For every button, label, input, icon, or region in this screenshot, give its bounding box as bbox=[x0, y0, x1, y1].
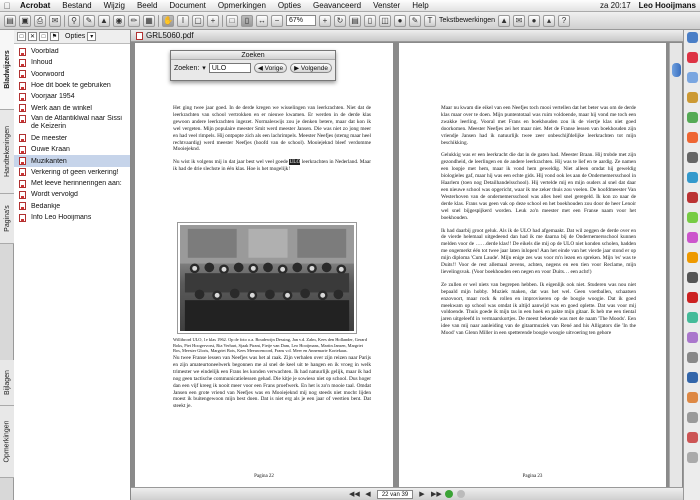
tab-signatures-label: Handtekeningen bbox=[3, 126, 11, 177]
bookmark-label: Met leeve herinneringen aan: bbox=[31, 180, 122, 188]
new-bookmark-icon[interactable]: □ bbox=[17, 32, 26, 41]
bookmark-label: Verkering of geen verkering! bbox=[31, 168, 119, 176]
bookmark-item[interactable] bbox=[14, 189, 130, 200]
bookmark-item[interactable] bbox=[14, 80, 130, 91]
bookmark-item[interactable] bbox=[14, 102, 130, 113]
page-number-field[interactable]: 22 van 39 bbox=[377, 490, 413, 499]
bookmark-item[interactable] bbox=[14, 212, 130, 223]
pdf-page-icon bbox=[19, 157, 26, 165]
app-icon[interactable] bbox=[687, 172, 698, 183]
options-button[interactable]: Opties bbox=[65, 33, 86, 40]
page-text bbox=[441, 105, 636, 343]
bookmark-label: Van de Atlantiklwal naar Sissi de Keizerin bbox=[31, 114, 122, 130]
app-icon[interactable] bbox=[687, 292, 698, 303]
bookmark-label: De meester bbox=[31, 134, 68, 142]
app-icon[interactable] bbox=[687, 392, 698, 403]
app-icon[interactable] bbox=[687, 72, 698, 83]
menu-document[interactable]: Document bbox=[169, 1, 206, 10]
menu-geavanceerd[interactable]: Geavanceerd bbox=[313, 1, 362, 10]
app-icon[interactable] bbox=[687, 192, 698, 203]
find-row bbox=[171, 60, 335, 76]
app-icon[interactable] bbox=[687, 252, 698, 263]
toolbar-separator bbox=[222, 15, 223, 27]
document-window bbox=[131, 30, 683, 500]
page-number: Pagina 22 bbox=[254, 474, 274, 479]
save-icon[interactable]: ▣ bbox=[19, 15, 31, 27]
menu-bestand[interactable]: Bestand bbox=[62, 1, 92, 10]
paragraph: Maar nu kwam die eikel van een Neefjes toch mooi vertellen dat het beter was om de derde klas maar over te doen. Mijn puntentotaal was ruim voldoende, maar hij vond me toch een zwakke leerling. Vooral met Frans en boekhouden zou ik de viertje klas niet goed doorkomen. Meester Neefjes zei het maar niet. Met de Franse lessen van boekhouden zijn vriendje Jansen had ik natuurlijk twee zeer onbeschijfdelijke leerkrachten tot mijn beschikking. bbox=[441, 105, 636, 146]
app-icon[interactable] bbox=[687, 412, 698, 423]
chevron-down-icon[interactable]: ▾ bbox=[202, 65, 206, 72]
shape-icon[interactable]: ● bbox=[528, 15, 540, 27]
search-highlight: ULO bbox=[289, 159, 301, 166]
bookmark-label: Muzikanten bbox=[31, 157, 67, 165]
paragraph: Gelukkig was er een leerkracht die dat in de gaten had. Meester Braan. Hij trobde met zijn gezondheid, de leerlingen en de andere leerkrachten. Hij was te lief en te aardig. Ze namen een loopje met hem, maar ik vond hem geweldig. Niet alleen omdat hij geweldig biologieles gaf, maar hij was een echte gids. Hij vond ook les aan de Ondernemersschool in Haarlem (toen nog Detailhandelsschool). Hij vertelde mij en mijn ouders al snel dat daar een nieuwe school was opgericht, waar ik me zeker thuis zou voelen. De hoofdmeester Van Westerhoven van de ondernemersschool was alles heel snel geregeld. Ik kon zo naar de derde klas. Frans was geen vak op deze school en het boekhouden zou door de heer Lenoir wel snel bijgespijkerd worden. Leuk zo'n meester met een Franse naam voor het boekhouden. bbox=[441, 152, 636, 221]
bookmark-item-selected[interactable] bbox=[14, 155, 130, 166]
bookmark-label: Wordt vervolgd bbox=[31, 191, 78, 199]
menu-app[interactable]: Acrobat bbox=[20, 1, 51, 10]
toolbar-separator bbox=[158, 15, 159, 27]
page-22[interactable] bbox=[135, 43, 393, 487]
bookmark-item[interactable] bbox=[14, 178, 130, 189]
create-pdf-icon[interactable]: ▲ bbox=[98, 15, 110, 27]
tab-comments-label: Opmerkingen bbox=[3, 420, 11, 463]
app-icon[interactable] bbox=[687, 132, 698, 143]
bookmark-tag-icon[interactable]: ⚑ bbox=[51, 34, 58, 40]
bookmark-label: Ouwe Kraan bbox=[31, 146, 70, 154]
photo-caption: Willibrord ULO, 1e klas 1962. Op de foto o.a. Boudewijn Dessing, Jan v.d. Zalm, Kees den Hollander, Gerard Boks, Piet Hoogervorst, Ria Verhart, Sjaak Pirant, Fietje van Dam, Leo Hooijmans, Martin Jansen, Margriet Bos, Meester Gloris, Margriet Bots, Kees Meeuwenoord, Frans v.d. Meer en Annemarie Kortekaas. bbox=[173, 337, 367, 354]
page-text bbox=[173, 105, 371, 179]
find-dialog bbox=[170, 50, 336, 81]
tab-attachments[interactable] bbox=[0, 360, 14, 406]
bookmark-item[interactable] bbox=[14, 91, 130, 102]
page-text bbox=[173, 355, 371, 416]
paragraph-text: leerkrachten in Nederland. Maar ik had de drie slechste in één klas. Hoe is het mogelijk! bbox=[173, 159, 371, 173]
vertical-scrollbar[interactable] bbox=[669, 43, 682, 487]
page-23[interactable] bbox=[399, 43, 666, 487]
menu-wijzig[interactable]: Wijzig bbox=[103, 1, 125, 10]
pdf-page-icon bbox=[19, 214, 26, 222]
bookmark-item[interactable] bbox=[14, 144, 130, 155]
bookmark-item[interactable] bbox=[14, 201, 130, 212]
print-icon[interactable]: ⎙ bbox=[34, 15, 46, 27]
zoom-field[interactable]: 67% bbox=[286, 15, 316, 26]
tab-pages[interactable] bbox=[0, 194, 14, 244]
pdf-page-icon bbox=[19, 70, 26, 78]
pdf-page-icon bbox=[19, 146, 26, 154]
next-page-icon[interactable]: ▶ bbox=[419, 490, 425, 498]
class-photo bbox=[178, 223, 356, 333]
bookmark-label: Hoe dit boek te gebruiken bbox=[31, 82, 111, 90]
bookmark-label: Voorblad bbox=[31, 48, 59, 56]
bookmark-item[interactable] bbox=[14, 57, 130, 68]
page-number: Pagina 23 bbox=[522, 474, 543, 479]
pdf-page-icon bbox=[19, 202, 26, 210]
paragraph: Nu twee Franse lessen van Neefjes was het al raak. Zijn verhalen over zijn reizen naar Parijs en zijn amateurtoneelwerk begonnen me al snel de keel uit te hangen en ik vroeg in welk trimester we eindelijk een Frans les konden verwachten. Ik had natuurlijk gelijk, maar ik had nog geen tactische communicatielessen gehad. Die kitje je sowieso niet op school. Dus hoger dan een vijf kreeg ik nooit meer voor een Frans proefwerk. En het is zo'n mooie taal. Omdat Jansen een grote vriend van Neefjes was en Mooiejeknd mij nog steeds niet mocht lijden moest ik buitengewoon mijn best doen. Dat is niet erg als je een jaar of veertien bent. Dat steekt je. bbox=[173, 355, 371, 410]
fit-width-icon[interactable]: ↔ bbox=[258, 16, 266, 25]
menu-help[interactable]: Help bbox=[412, 1, 429, 10]
tab-attachments-label: Bijlagen bbox=[3, 370, 11, 395]
pdf-page-icon bbox=[19, 104, 26, 112]
note-icon[interactable]: ✎ bbox=[409, 15, 421, 27]
paragraph: Ze zullen er wel niets van begrepen hebben. Ik eigenlijk ook niet. Studeren was nou niet bepaald mijn hobby. Muziek maken, dat was het wel. Geen voetballen, schaatsen enzovoort, maar rock & rollen en improviseren op de boogie woogie. Dat ik goed meekwam op school was omdat ik altijd aanwijd was en goed oplette. Dat was voor mij voldoende. Thuis goede ik mijn tas in een hoek en pakte mijn gitaar. Ik heb me een tiental jaren uitgeleefd in vermaarskortjes. De meest bekende was met de naam 'The Moods'. Een idee van mij naar aanleiding van de gitaarmuziek van René and his Alligators die 'In the Mood' van Glenn Miller in een spetterende boogie woogie uitvoering ten gehore bbox=[441, 281, 636, 337]
go-forward-icon[interactable] bbox=[457, 490, 465, 498]
actual-size-icon[interactable]: □ bbox=[226, 15, 238, 27]
snapshot-icon[interactable]: ▢ bbox=[192, 15, 204, 27]
bookmark-item[interactable] bbox=[14, 69, 130, 80]
menu-venster[interactable]: Venster bbox=[373, 1, 401, 10]
bookmark-panel bbox=[14, 30, 131, 500]
app-icon[interactable] bbox=[687, 432, 698, 443]
tab-signatures[interactable] bbox=[0, 110, 14, 194]
app-icon[interactable] bbox=[687, 92, 698, 103]
pdf-page-icon bbox=[19, 134, 26, 142]
pdf-page-icon bbox=[19, 59, 26, 67]
tab-pages-label: Pagina's bbox=[3, 205, 11, 232]
fit-page-icon[interactable]: ▯ bbox=[241, 15, 253, 27]
paragraph bbox=[173, 159, 371, 173]
last-page-icon[interactable]: ▶▶ bbox=[431, 490, 442, 498]
bookmark-label: Inhoud bbox=[31, 59, 53, 67]
stamp-icon[interactable]: ● bbox=[394, 15, 406, 27]
trash-icon[interactable] bbox=[687, 452, 698, 463]
apple-icon[interactable] bbox=[0, 1, 14, 11]
app-icon[interactable] bbox=[687, 112, 698, 123]
tab-bookmarks[interactable] bbox=[0, 30, 14, 110]
attach-icon[interactable]: ▴ bbox=[543, 15, 555, 27]
bookmark-label: Voorwoord bbox=[31, 70, 65, 78]
app-icon[interactable] bbox=[687, 152, 698, 163]
menu-beeld[interactable]: Beeld bbox=[136, 1, 158, 10]
scrollbar-thumb[interactable] bbox=[672, 63, 681, 77]
read-mode-icon[interactable]: ▤ bbox=[349, 15, 361, 27]
paragraph-text: Nu wist ik volgens mij in dat jaar best wel veel goede bbox=[173, 159, 290, 166]
hand-tool-icon[interactable]: ✋ bbox=[163, 16, 173, 25]
zoom-out-icon[interactable]: − bbox=[271, 15, 283, 27]
chevron-down-icon[interactable]: ▾ bbox=[87, 32, 96, 41]
search-icon[interactable]: ⚲ bbox=[68, 15, 80, 27]
form-icon[interactable]: ▦ bbox=[143, 15, 155, 27]
find-input[interactable]: ULO bbox=[209, 63, 251, 73]
app-dock bbox=[683, 30, 700, 500]
app-icon[interactable] bbox=[687, 372, 698, 383]
highlight-icon[interactable]: ▲ bbox=[498, 15, 510, 27]
pdf-file-icon bbox=[136, 32, 143, 40]
bookmark-item[interactable] bbox=[14, 114, 130, 133]
find-previous-label: Vorige bbox=[264, 65, 284, 72]
select-text-icon[interactable]: I bbox=[177, 15, 189, 27]
secure-icon[interactable]: ◉ bbox=[113, 15, 125, 27]
zoom-in-button-icon[interactable]: + bbox=[319, 15, 331, 27]
toolbar-separator bbox=[64, 15, 65, 27]
find-dialog-title: Zoeken bbox=[171, 51, 335, 60]
menu-bar bbox=[0, 0, 700, 12]
pdf-page-icon bbox=[19, 180, 26, 188]
finder-icon[interactable] bbox=[687, 32, 698, 43]
pdf-page-icon bbox=[19, 168, 26, 176]
text-edits-button[interactable]: Tekstbewerkingen bbox=[439, 17, 496, 24]
app-icon[interactable] bbox=[687, 232, 698, 243]
expand-bookmark-icon[interactable]: □ bbox=[39, 32, 48, 41]
find-next-label: Volgende bbox=[300, 65, 328, 72]
bookmark-label: Werk aan de winkel bbox=[31, 104, 92, 112]
delete-bookmark-icon[interactable]: ✕ bbox=[29, 34, 36, 40]
email-icon[interactable]: ✉ bbox=[49, 15, 61, 27]
pdf-page-icon bbox=[19, 191, 26, 199]
help-icon[interactable]: ? bbox=[558, 15, 570, 27]
find-previous-button[interactable]: ◀ Vorige bbox=[254, 63, 287, 73]
find-label: Zoeken: bbox=[174, 64, 200, 72]
menu-opmerkingen[interactable]: Opmerkingen bbox=[217, 1, 266, 10]
bookmark-item[interactable] bbox=[14, 133, 130, 144]
pdf-page-icon bbox=[19, 93, 26, 101]
find-next-button[interactable]: ▶ Volgende bbox=[290, 63, 332, 73]
bookmark-label: Voorjaar 1954 bbox=[31, 93, 75, 101]
bookmark-item[interactable] bbox=[14, 167, 130, 178]
app-icon[interactable] bbox=[687, 312, 698, 323]
paragraph: Het ging twee jaar goed. In de derde kregen we wisselingen van leerkrachten. Niet dat de leerkrachten van school vertrokken en er nieuwe kwamen. Er werden in de derde klas gewoon andere leerkrachten ingezet. Normaleswijs zou je denken betere, maar dat kon ik wel vergeten. Mijn populaire meester Smit werd meester Jansen. Die was niet zo jong meer en had veel rimpels. Hij ontpopte zich als een lachrimpels. Meester Neefjes (stemg maar heel rechtvaardig) werd meester Neefjes (hoofd van de school). Mooiejeknd bleef verdomme Mooiejeknd. bbox=[173, 105, 371, 153]
side-tabs bbox=[0, 30, 14, 500]
app-icon[interactable] bbox=[687, 272, 698, 283]
app-icon[interactable] bbox=[687, 332, 698, 343]
toolbar bbox=[0, 12, 700, 30]
document-title-bar bbox=[131, 30, 683, 42]
first-page-icon[interactable]: ◀◀ bbox=[349, 490, 360, 498]
rotate-icon[interactable]: ↻ bbox=[334, 15, 346, 27]
app-icon[interactable] bbox=[687, 52, 698, 63]
bookmark-toolbar bbox=[14, 30, 130, 44]
pdf-page-icon bbox=[19, 115, 26, 123]
bookmark-list bbox=[14, 44, 130, 223]
go-back-icon[interactable] bbox=[445, 490, 453, 498]
bookmark-label: Info Leo Hooijmans bbox=[31, 214, 92, 221]
single-page-icon[interactable]: ▯ bbox=[364, 15, 376, 27]
status-bar bbox=[131, 487, 683, 500]
pencil-icon[interactable]: ✎ bbox=[83, 15, 95, 27]
text-edit-icon[interactable]: T bbox=[424, 15, 436, 27]
app-icon[interactable] bbox=[687, 352, 698, 363]
pdf-page-icon bbox=[19, 48, 26, 56]
bookmark-label: Bedankje bbox=[31, 202, 61, 210]
app-icon[interactable] bbox=[687, 212, 698, 223]
clock[interactable]: za 20:17 bbox=[599, 1, 631, 10]
bookmark-item[interactable] bbox=[14, 46, 130, 57]
user-name[interactable]: Leo Hooijmans bbox=[638, 1, 696, 10]
tab-bookmarks-label: Bladwijzers bbox=[3, 50, 11, 89]
sign-icon[interactable]: ✏ bbox=[128, 15, 140, 27]
tab-comments[interactable] bbox=[0, 406, 14, 478]
open-icon[interactable]: ▤ bbox=[4, 15, 16, 27]
comment-icon[interactable]: ✉ bbox=[513, 15, 525, 27]
document-filename: GRL5060.pdf bbox=[146, 31, 194, 40]
pdf-page-icon bbox=[19, 82, 26, 90]
paragraph: Ik had daarbij groot geluk. Als ik de ULO had afgemaakt. Dat wil zeggen de derde over en de vierde helemaal uitgedeend dan had ik me daarna bij de Ondernemersschool kunnen melden voor de ……derde klas!! De eikels die mij op de ULO niet konden scholen, hadden me ongemerkt één tot twee jaar laten inlopen! Aan het einde van het vierde jaar stond er op mijn diploma 'Cum Laude'. Mijn enige zes was voor m'n lezen en spreken. Mijn 'es' was te Duits!! Voor de rest allemaal zevens, achten, negens en een tien voor Reclame, mijn lievelingsvak. (Voor boekhouden een negen en voor Duits… een acht!) bbox=[441, 227, 636, 275]
prev-page-icon[interactable]: ◀ bbox=[365, 490, 371, 498]
menu-opties[interactable]: Opties bbox=[277, 1, 302, 10]
two-page-icon[interactable]: ◫ bbox=[379, 15, 391, 27]
zoom-in-icon[interactable]: + bbox=[207, 15, 219, 27]
